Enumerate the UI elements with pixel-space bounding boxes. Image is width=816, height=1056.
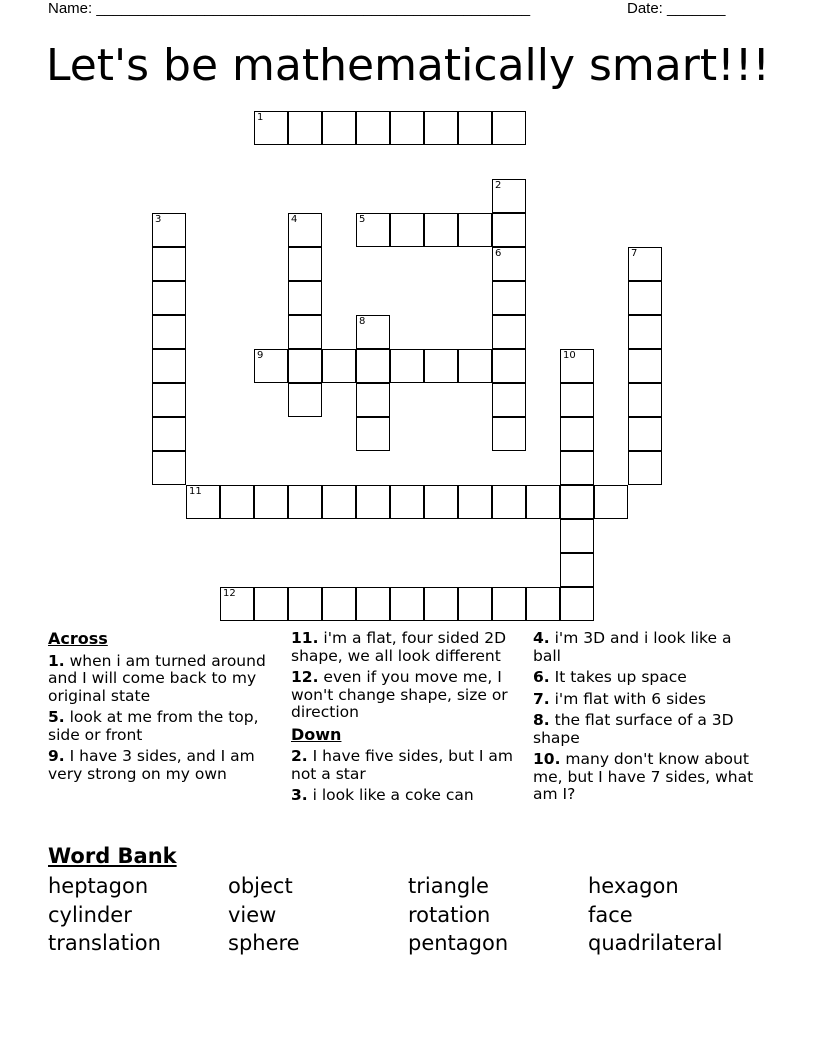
grid-cell[interactable]	[458, 111, 492, 145]
grid-cell[interactable]	[254, 587, 288, 621]
grid-cell[interactable]	[492, 417, 526, 451]
grid-cell[interactable]	[322, 485, 356, 519]
grid-cell[interactable]	[492, 485, 526, 519]
clue-down-10: 10. many don't know about me, but I have 7 sides, what am I?	[533, 750, 754, 803]
grid-cell[interactable]	[152, 349, 186, 383]
clue-number-label: 10	[563, 350, 576, 361]
grid-cell[interactable]	[288, 315, 322, 349]
clue-column-2	[291, 628, 523, 809]
grid-cell[interactable]	[356, 349, 390, 383]
date-field[interactable]: Date: _______	[627, 0, 726, 17]
grid-cell[interactable]	[152, 383, 186, 417]
grid-cell[interactable]	[526, 587, 560, 621]
clue-across-9: 9. I have 3 sides, and I am very strong on my own	[48, 747, 255, 783]
word-bank-item: view	[228, 902, 277, 927]
clue-number-label: 2	[495, 180, 502, 191]
clue-down-3: 3. i look like a coke can	[291, 786, 474, 804]
grid-cell[interactable]	[424, 485, 458, 519]
grid-cell[interactable]	[390, 213, 424, 247]
clue-number-label: 4	[291, 214, 298, 225]
word-bank-item: rotation	[408, 902, 491, 927]
clue-number-label: 11	[189, 486, 202, 497]
clue-down-7: 7. i'm flat with 6 sides	[533, 689, 706, 708]
clue-number-label: 1	[257, 112, 264, 123]
word-bank-item: object	[228, 874, 293, 898]
grid-cell[interactable]	[560, 383, 594, 417]
grid-cell[interactable]	[628, 315, 662, 349]
grid-cell[interactable]	[628, 417, 662, 451]
clue-number-label: 7	[631, 248, 638, 259]
grid-cell[interactable]	[492, 587, 526, 621]
clue-number-label: 6	[495, 248, 502, 259]
word-bank-item: triangle	[408, 874, 489, 898]
grid-cell[interactable]	[492, 281, 526, 315]
grid-cell[interactable]	[390, 349, 424, 383]
grid-cell[interactable]	[458, 349, 492, 383]
across-heading: Across	[48, 629, 108, 648]
grid-cell[interactable]	[356, 485, 390, 519]
name-field[interactable]: Name: ____________________________________________________	[48, 0, 531, 17]
clue-column-3	[533, 628, 758, 808]
grid-cell[interactable]	[560, 587, 594, 621]
grid-cell[interactable]	[560, 553, 594, 587]
grid-cell[interactable]	[322, 349, 356, 383]
clue-across-1: 1. when i am turned around and I will come back to my original state	[48, 651, 266, 705]
grid-cell[interactable]	[492, 213, 526, 247]
clue-number-label: 8	[359, 316, 366, 327]
clue-across-11: 11. i'm a flat, four sided 2D shape, we all look different	[291, 629, 507, 665]
grid-cell[interactable]	[356, 111, 390, 145]
grid-cell[interactable]	[560, 485, 594, 519]
down-heading: Down	[291, 724, 342, 744]
clue-column-1	[48, 628, 278, 787]
word-bank-item: cylinder	[48, 902, 132, 927]
clue-number-label: 3	[155, 214, 162, 225]
grid-cell[interactable]	[322, 111, 356, 145]
grid-cell[interactable]	[254, 485, 288, 519]
page-title: Let's be mathematically smart!!!	[45, 40, 771, 91]
grid-cell[interactable]	[492, 349, 526, 383]
word-bank-item: face	[588, 902, 633, 927]
grid-cell[interactable]	[322, 587, 356, 621]
grid-cell[interactable]	[390, 485, 424, 519]
grid-cell[interactable]	[458, 485, 492, 519]
grid-cell[interactable]	[424, 111, 458, 145]
grid-cell[interactable]	[628, 281, 662, 315]
grid-cell[interactable]	[628, 451, 662, 485]
grid-cell[interactable]	[492, 111, 526, 145]
clue-across-12: 12. even if you move me, I won't change shape, size or direction	[291, 668, 508, 721]
clue-down-2: 2. I have five sides, but I am not a star	[291, 747, 513, 783]
clue-down-6: 6. It takes up space	[533, 668, 687, 686]
grid-cell[interactable]	[152, 247, 186, 281]
grid-cell[interactable]	[390, 111, 424, 145]
grid-cell[interactable]	[356, 587, 390, 621]
grid-cell[interactable]	[628, 383, 662, 417]
grid-cell[interactable]	[220, 485, 254, 519]
grid-cell[interactable]	[492, 383, 526, 417]
grid-cell[interactable]	[424, 213, 458, 247]
word-bank-item: hexagon	[588, 874, 679, 898]
grid-cell[interactable]	[288, 383, 322, 417]
grid-cell[interactable]	[152, 315, 186, 349]
grid-cell[interactable]	[492, 315, 526, 349]
grid-cell[interactable]	[390, 587, 424, 621]
clue-number-label: 5	[359, 214, 366, 225]
grid-cell[interactable]	[594, 485, 628, 519]
clue-number-label: 9	[257, 350, 264, 361]
grid-cell[interactable]	[288, 247, 322, 281]
grid-cell[interactable]	[288, 349, 322, 383]
grid-cell[interactable]	[288, 485, 322, 519]
clue-number-label: 12	[223, 588, 236, 599]
clue-down-8: 8. the flat surface of a 3D shape	[533, 711, 734, 747]
grid-cell[interactable]	[288, 111, 322, 145]
grid-cell[interactable]	[560, 519, 594, 553]
grid-cell[interactable]	[152, 451, 186, 485]
grid-cell[interactable]	[152, 281, 186, 315]
grid-cell[interactable]	[424, 587, 458, 621]
grid-cell[interactable]	[458, 587, 492, 621]
grid-cell[interactable]	[424, 349, 458, 383]
grid-cell[interactable]	[560, 417, 594, 451]
word-bank-title: Word Bank	[48, 844, 177, 868]
word-bank-item: sphere	[228, 931, 300, 955]
word-bank-item: pentagon	[408, 931, 509, 955]
grid-cell[interactable]	[288, 587, 322, 621]
clue-down-4: 4. i'm 3D and i look like a ball	[533, 629, 732, 665]
grid-cell[interactable]	[526, 485, 560, 519]
word-bank-item: quadrilateral	[588, 931, 723, 955]
grid-cell[interactable]	[356, 383, 390, 417]
clue-across-5: 5. look at me from the top, side or front	[48, 708, 259, 744]
word-bank-item: translation	[48, 931, 161, 955]
grid-cell[interactable]	[152, 417, 186, 451]
word-bank-item: heptagon	[48, 874, 149, 898]
grid-cell[interactable]	[356, 417, 390, 451]
grid-cell[interactable]	[288, 281, 322, 315]
grid-cell[interactable]	[458, 213, 492, 247]
grid-cell[interactable]	[560, 451, 594, 485]
grid-cell[interactable]	[628, 349, 662, 383]
